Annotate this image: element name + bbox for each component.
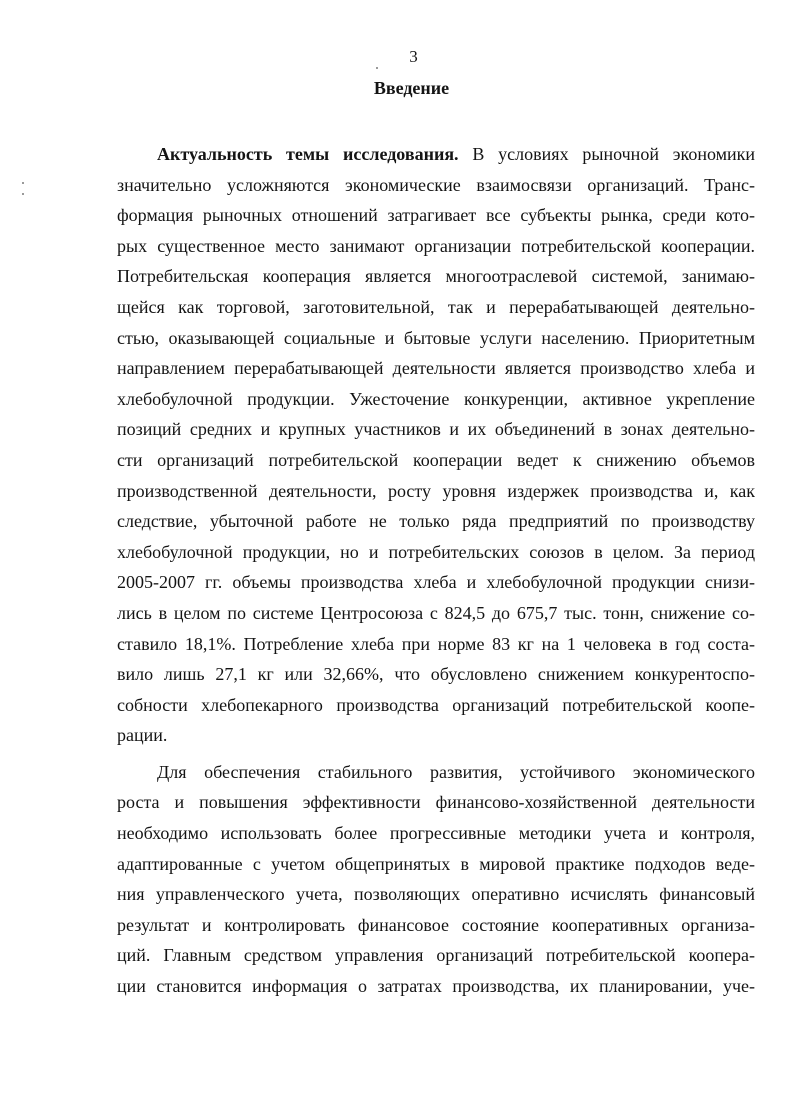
paragraph-line: сти организаций потребительской кооперации ведет к снижению объемов [117,449,755,470]
paragraph-line: необходимо использовать более прогрессивные методики учета и контроля, [117,823,755,844]
paragraph-line: собности хлебопекарного производства организаций потребительской коопе- [117,694,755,715]
paragraph-line: хлебобулочной продукции. Ужесточение конкуренции, активное укрепление [117,388,755,409]
paragraph-line: производственной деятельности, росту уровня издержек производства и, как [117,480,755,501]
paragraph-line: хлебобулочной продукции, но и потребительских союзов в целом. За период [117,541,755,562]
paragraph-line: ставило 18,1%. Потребление хлеба при норме 83 кг на 1 человека в год соста- [117,633,755,654]
paragraph-line: щейся как торговой, заготовительной, так и перерабатывающей деятельно- [117,296,755,317]
paragraph-line: позиций средних и крупных участников и их объединений в зонах деятельно- [117,419,755,440]
paragraph-relevance [117,139,755,751]
paragraph-line: ций. Главным средством управления организаций потребительской коопера- [117,945,755,966]
paragraph-lead: Актуальность темы исследования. [157,144,459,164]
paragraph-line: формация рыночных отношений затрагивает все субъекты рынка, среди кото- [117,205,755,226]
paragraph-line: Для обеспечения стабильного развития, устойчивого экономического [157,761,755,782]
paragraph-line: ции становится информация о затратах производства, их планировании, уче- [117,976,755,997]
paragraph-line: роста и повышения эффективности финансово-хозяйственной деятельности [117,792,755,813]
page-number: 3 [409,47,418,66]
paragraph-line: Потребительская кооперация является многоотраслевой системой, занимаю- [117,266,755,287]
scan-speck [376,67,378,69]
paragraph-line: рации. [117,725,168,746]
paragraph-line: адаптированные с учетом общепринятых в мировой практике подходов веде- [117,853,755,874]
paragraph-line: ния управленческого учета, позволяющих оперативно исчислять финансовый [117,884,755,905]
paragraph-line: 2005-2007 гг. объемы производства хлеба и хлебобулочной продукции снизи- [117,572,755,593]
paragraph-line: Актуальность темы исследования. В условиях рыночной экономики [157,144,756,164]
paragraph-line: лись в целом по системе Центросоюза с 824,5 до 675,7 тыс. тонн, снижение со- [117,602,755,623]
paragraph-line: стью, оказывающей социальные и бытовые услуги населению. Приоритетным [117,327,755,348]
paragraph-line: вило лишь 27,1 кг или 32,66%, что обусловлено снижением конкурентоспо- [117,664,755,685]
paragraph-line: следствие, убыточной работе не только ряда предприятий по производству [117,511,755,532]
scan-speck [22,193,24,195]
paragraph-line: направлением перерабатывающей деятельности является производство хлеба и [117,358,755,379]
scan-speck [22,182,24,184]
paragraph-line: значительно усложняются экономические взаимосвязи организаций. Транс- [117,174,755,195]
paragraph-goals [117,757,755,1002]
section-title: Введение [373,78,450,98]
paragraph-line: результат и контролировать финансовое состояние кооперативных организа- [117,914,755,935]
paragraph-line: рых существенное место занимают организации потребительской кооперации. [117,235,755,256]
body-text [117,139,755,1002]
